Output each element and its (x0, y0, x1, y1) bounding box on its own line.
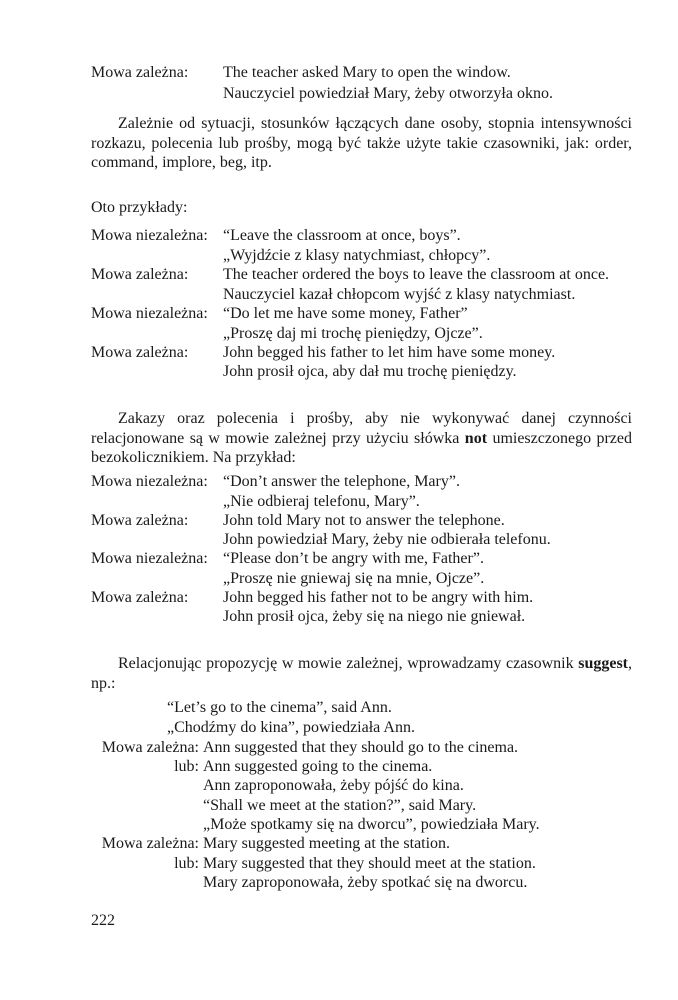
keyword-not: not (464, 429, 488, 447)
example-english: Mary suggested meeting at the station. (203, 835, 451, 852)
example-polish: John prosił ojca, żeby się na niego nie gniewał. (223, 608, 526, 625)
paragraph-text (91, 654, 632, 693)
example-english: The teacher asked Mary to open the window. (223, 64, 511, 81)
paragraph-text-part: , np.: (91, 655, 632, 692)
paragraph-text-part: Zakazy oraz polecenia i prośby, aby nie wykonywać danej czynności relacjonowane są w mowie zależnej przy użyciu słówka (91, 410, 632, 447)
example-english: “Shall we meet at the station?”, said Mary. (203, 797, 477, 814)
example-polish: „Nie odbieraj telefonu, Mary”. (223, 493, 420, 510)
example-polish: Nauczyciel powiedział Mary, żeby otworzyła okno. (223, 85, 553, 102)
example-polish: Nauczyciel kazał chłopcom wyjść z klasy natychmiast. (223, 286, 576, 303)
paragraph-text-part: Relacjonując propozycję w mowie zależnej, wprowadzamy czasownik (118, 655, 579, 672)
label-reported-speech: Mowa zależna: (91, 266, 189, 283)
example-english: Ann suggested that they should go to the cinema. (203, 739, 519, 756)
example-english: Mary suggested that they should meet at the station. (203, 855, 536, 872)
example-polish: „Może spotkamy się na dworcu”, powiedziała Mary. (203, 816, 540, 833)
keyword-suggest: suggest (578, 655, 628, 672)
example-english: John told Mary not to answer the telephone. (223, 512, 505, 529)
example-english: “Leave the classroom at once, boys”. (223, 227, 461, 244)
paragraph-negation (91, 409, 632, 468)
paragraph-suggest (91, 654, 632, 693)
label-or: lub: (174, 758, 199, 775)
label-direct-speech: Mowa niezależna: (91, 473, 208, 490)
label-reported-speech: Mowa zależna: (101, 835, 199, 852)
example-english: “Please don’t be angry with me, Father”. (223, 550, 484, 567)
page-number: 222 (91, 912, 115, 929)
example-polish: John prosił ojca, aby dał mu trochę pieniędzy. (223, 363, 517, 380)
example-polish: John powiedział Mary, żeby nie odbierała telefonu. (223, 531, 551, 548)
example-english: “Do let me have some money, Father” (223, 305, 468, 322)
example-polish: Ann zaproponowała, żeby pójść do kina. (203, 777, 464, 794)
example-english: John begged his father to let him have some money. (223, 344, 556, 361)
label-direct-speech: Mowa niezależna: (91, 227, 208, 244)
example-polish: „Proszę nie gniewaj się na mnie, Ojcze”. (223, 570, 485, 587)
label-reported-speech: Mowa zależna: (91, 344, 189, 361)
example-english: The teacher ordered the boys to leave the classroom at once. (223, 266, 610, 283)
example-english: John begged his father not to be angry with him. (223, 589, 534, 606)
label-direct-speech: Mowa niezależna: (91, 305, 208, 322)
examples-intro: Oto przykłady: (91, 199, 188, 216)
paragraph-verbs (91, 114, 632, 173)
example-polish: „Chodźmy do kina”, powiedziała Ann. (167, 719, 415, 736)
example-polish: „Proszę daj mi trochę pieniędzy, Ojcze”. (223, 325, 483, 342)
label-or: lub: (174, 855, 199, 872)
paragraph-text (91, 409, 632, 468)
label-reported-speech: Mowa zależna: (91, 589, 189, 606)
label-reported-speech: Mowa zależna: (91, 64, 189, 81)
example-english: Ann suggested going to the cinema. (203, 758, 433, 775)
label-reported-speech: Mowa zależna: (101, 739, 199, 756)
example-polish: Mary zaproponowała, żeby spotkać się na dworcu. (203, 874, 528, 891)
label-reported-speech: Mowa zależna: (91, 512, 189, 529)
paragraph-text: Zależnie od sytuacji, stosunków łączących dane osoby, stopnia intensywności rozkazu, polecenia lub prośby, mogą być także użyte takie czasowniki, jak: order, command, implore, beg, itp. (91, 115, 632, 171)
example-english: “Let’s go to the cinema”, said Ann. (167, 699, 392, 716)
example-polish: „Wyjdźcie z klasy natychmiast, chłopcy”. (223, 247, 491, 264)
paragraph-text-part: umieszczonego przed bezokolicznikiem. Na przykład: (91, 429, 633, 466)
example-english: “Don’t answer the telephone, Mary”. (223, 473, 460, 490)
label-direct-speech: Mowa niezależna: (91, 550, 208, 567)
